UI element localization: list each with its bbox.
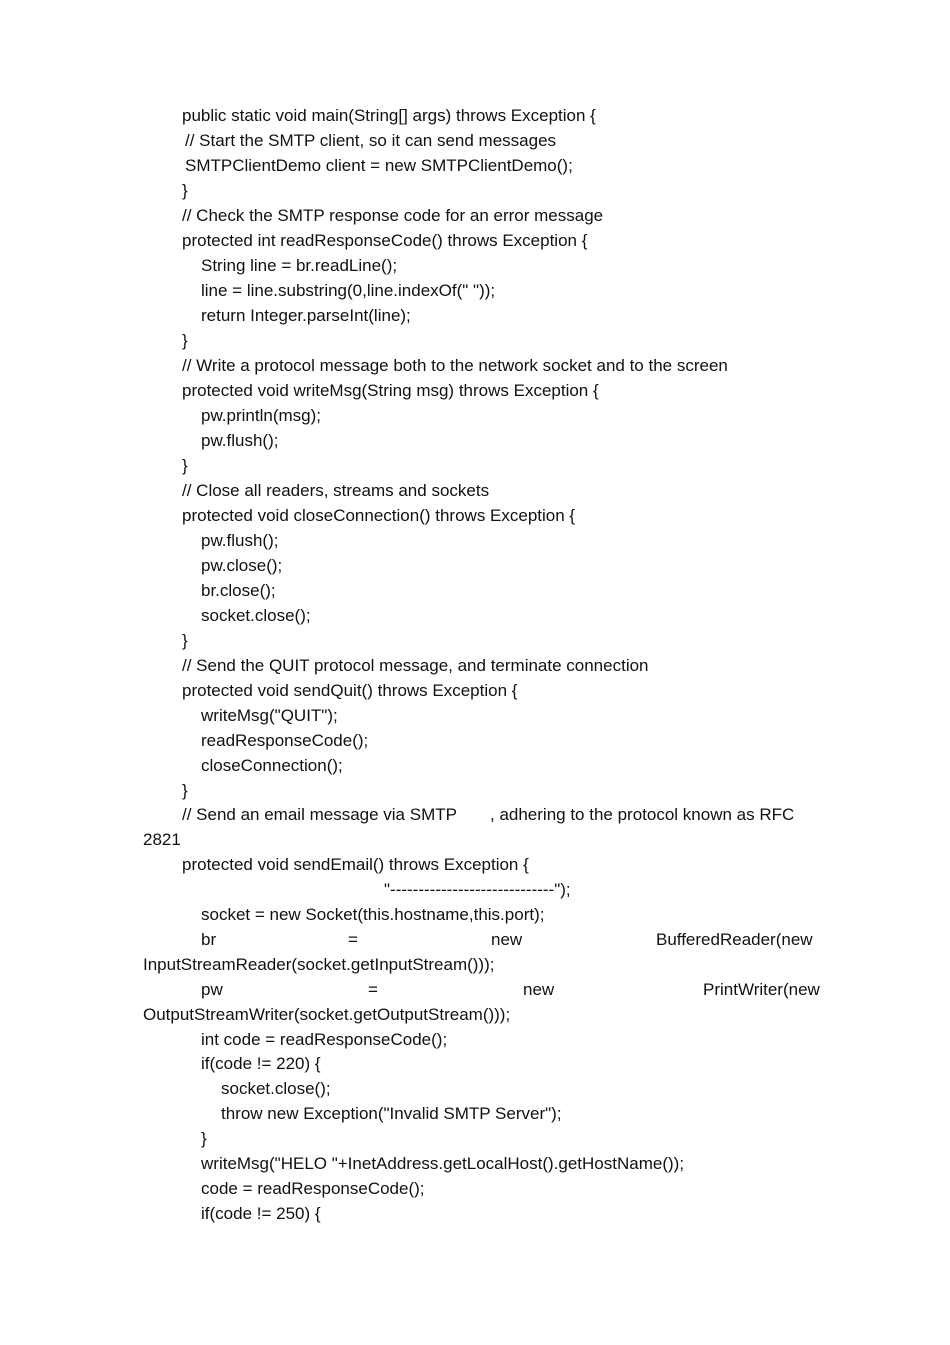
code-token: new — [491, 930, 523, 949]
code-line: if(code != 220) { — [201, 1054, 321, 1073]
code-line: protected void sendQuit() throws Exception { — [182, 681, 518, 700]
code-line: } — [182, 631, 188, 650]
code-comment: // Send the QUIT protocol message, and terminate connection — [182, 656, 649, 675]
code-comment: // Close all readers, streams and sockets — [182, 481, 490, 500]
code-comment-continuation: , adhering to the protocol known as RFC — [490, 805, 795, 824]
code-line: String line = br.readLine(); — [201, 256, 398, 275]
code-line: readResponseCode(); — [201, 731, 369, 750]
code-line: br.close(); — [201, 581, 276, 600]
code-comment-wrap: 2821 — [143, 830, 181, 849]
code-line: } — [182, 331, 188, 350]
code-line: socket = new Socket(this.hostname,this.port); — [201, 905, 545, 924]
code-token: pw — [201, 980, 223, 999]
code-line: public static void main(String[] args) throws Exception { — [182, 106, 596, 125]
code-line: } — [182, 456, 188, 475]
code-token: br — [201, 930, 217, 949]
code-line: throw new Exception("Invalid SMTP Server"); — [221, 1104, 562, 1123]
code-line: writeMsg("QUIT"); — [201, 706, 338, 725]
code-token: PrintWriter(new — [703, 980, 820, 999]
code-line: closeConnection(); — [201, 756, 343, 775]
code-line: pw.close(); — [201, 556, 283, 575]
code-line: int code = readResponseCode(); — [201, 1030, 448, 1049]
code-line: protected int readResponseCode() throws Exception { — [182, 231, 588, 250]
code-line: "-----------------------------"); — [384, 880, 571, 899]
code-line: pw.println(msg); — [201, 406, 321, 425]
code-line: protected void writeMsg(String msg) throws Exception { — [182, 381, 599, 400]
code-comment: // Start the SMTP client, so it can send messages — [185, 131, 557, 150]
code-line: } — [201, 1129, 207, 1148]
code-line-wrap: OutputStreamWriter(socket.getOutputStream())); — [143, 1005, 511, 1024]
code-line: socket.close(); — [201, 606, 311, 625]
code-line: socket.close(); — [221, 1079, 331, 1098]
code-line: pw.flush(); — [201, 531, 279, 550]
code-comment: // Send an email message via SMTP — [182, 805, 457, 824]
code-line: pw.flush(); — [201, 431, 279, 450]
code-comment: // Check the SMTP response code for an error message — [182, 206, 604, 225]
code-line: } — [182, 181, 188, 200]
code-line: return Integer.parseInt(line); — [201, 306, 411, 325]
code-line: SMTPClientDemo client = new SMTPClientDemo(); — [185, 156, 573, 175]
code-line: protected void closeConnection() throws Exception { — [182, 506, 576, 525]
code-token: = — [368, 980, 378, 999]
code-comment: // Write a protocol message both to the network socket and to the screen — [182, 356, 728, 375]
code-line: protected void sendEmail() throws Exception { — [182, 855, 529, 874]
code-line: line = line.substring(0,line.indexOf(" ")); — [201, 281, 496, 300]
code-line: code = readResponseCode(); — [201, 1179, 425, 1198]
code-token: BufferedReader(new — [656, 930, 813, 949]
code-line: if(code != 250) { — [201, 1204, 321, 1223]
code-line-wrap: InputStreamReader(socket.getInputStream())); — [143, 955, 495, 974]
code-line: } — [182, 781, 188, 800]
code-token: new — [523, 980, 555, 999]
code-token: = — [348, 930, 358, 949]
code-line: writeMsg("HELO "+InetAddress.getLocalHost().getHostName()); — [201, 1154, 685, 1173]
